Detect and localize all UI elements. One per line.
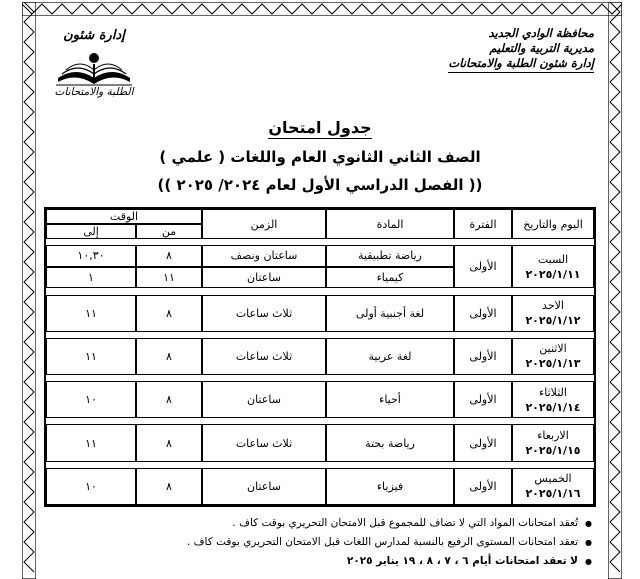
page-title <box>0 118 640 137</box>
note-item: ● لا تعقد امتحانات أيام ٦ ، ٧ ، ٨ ، ١٩ يناير ٢٠٢٥ <box>32 552 592 571</box>
day-date-cell <box>512 245 594 288</box>
day-date-cell <box>512 338 594 375</box>
from-cell: ٨ <box>136 245 202 267</box>
exam-date: ٢٠٢٥/١/١١ <box>525 267 581 281</box>
day-date-cell <box>512 424 594 461</box>
header-from: من <box>136 224 202 239</box>
header-to: إلى <box>46 224 136 239</box>
day-date-cell <box>512 468 594 505</box>
exam-date: ٢٠٢٥/١/١٤ <box>525 400 581 414</box>
zigzag-border-left <box>22 2 36 579</box>
header-time: الوقت <box>46 209 202 224</box>
day-name: الثلاثاء <box>539 385 567 399</box>
table-row <box>46 381 594 418</box>
logo-bottom-text: الطلبة والامتحانات <box>54 86 134 98</box>
day-name: السبت <box>537 252 569 266</box>
exam-date: ٢٠٢٥/١/١٣ <box>525 357 581 371</box>
period-cell: الأولى <box>454 381 512 418</box>
to-cell: ١١ <box>46 424 136 461</box>
table-row <box>46 245 594 267</box>
header-subject: المادة <box>326 209 454 239</box>
from-cell: ٨ <box>136 468 202 505</box>
duration-cell: ساعتان ونصف <box>202 245 326 267</box>
schedule-table-frame <box>44 207 596 507</box>
to-cell: ١١ <box>46 338 136 375</box>
subject-cell: رياضة تطبيقية <box>326 245 454 267</box>
table-row <box>46 338 594 375</box>
subject-cell: فيزياء <box>326 468 454 505</box>
day-name: الاثنين <box>539 342 567 356</box>
issuing-authority <box>414 26 594 73</box>
from-cell: ٨ <box>136 424 202 461</box>
subject-cell: لغة أجنبية أولى <box>326 295 454 332</box>
from-cell: ٨ <box>136 338 202 375</box>
to-cell: ١٠ <box>46 468 136 505</box>
zigzag-border-right <box>608 2 622 579</box>
from-cell: ٨ <box>136 295 202 332</box>
duration-cell: ثلاث ساعات <box>202 295 326 332</box>
subject-cell: أحياء <box>326 381 454 418</box>
duration-cell: ساعتان <box>202 468 326 505</box>
duration-cell: ثلاث ساعات <box>202 338 326 375</box>
period-cell: الأولى <box>454 468 512 505</box>
table-row <box>46 424 594 461</box>
day-date-cell <box>512 295 594 332</box>
header-day-date: اليوم والتاريخ <box>512 209 594 239</box>
period-cell: الأولى <box>454 295 512 332</box>
zigzag-border-top <box>22 2 622 16</box>
to-cell: ١٠,٣٠ <box>46 245 136 267</box>
exam-date: ٢٠٢٥/١/١٦ <box>525 487 581 501</box>
grade-title: الصف الثاني الثانوي العام واللغات ( علمي ) <box>159 148 481 166</box>
governorate-name: محافظة الوادي الجديد <box>488 26 594 40</box>
to-cell: ١٠ <box>46 381 136 418</box>
day-name: الاحد <box>542 299 564 313</box>
day-name: الاربعاء <box>537 429 569 443</box>
exam-date: ٢٠٢٥/١/١٢ <box>525 314 581 328</box>
header-period: الفترة <box>454 209 512 239</box>
period-cell: الأولى <box>454 338 512 375</box>
from-cell: ٨ <box>136 381 202 418</box>
period-cell: الأولى <box>454 245 512 288</box>
subject-cell: رياضة بحتة <box>326 424 454 461</box>
duration-cell: ساعتان <box>202 381 326 418</box>
to-cell: ١١ <box>46 295 136 332</box>
note-item: ● تعقد امتحانات المستوى الرفيع بالنسبة لمدارس اللغات قبل الامتحان التحريري بوقت كاف . <box>32 533 592 552</box>
exam-notes <box>32 514 592 571</box>
note-item: ● تُعقد امتحانات المواد التي لا تضاف للمجموع قبل الامتحان التحريري بوقت كاف . <box>32 514 592 533</box>
table-row <box>46 468 594 505</box>
day-date-cell <box>512 381 594 418</box>
directorate-name: مديرية التربية والتعليم <box>489 41 594 55</box>
exam-date: ٢٠٢٥/١/١٥ <box>525 444 581 458</box>
department-logo <box>44 22 144 102</box>
duration-cell: ساعتان <box>202 267 326 289</box>
day-name: الخميس <box>534 472 572 486</box>
header-duration: الزمن <box>202 209 326 239</box>
subject-cell: لغة عربية <box>326 338 454 375</box>
department-name: إدارة شئون الطلبة والامتحانات <box>448 56 594 73</box>
period-cell: الأولى <box>454 424 512 461</box>
duration-cell: ثلاث ساعات <box>202 424 326 461</box>
table-row <box>46 295 594 332</box>
subject-cell: كيمياء <box>326 267 454 289</box>
logo-top-text: إدارة شئون <box>63 28 125 43</box>
open-book-icon <box>54 48 134 86</box>
term-title: (( الفصل الدراسي الأول لعام ٢٠٢٤/ ٢٠٢٥ )) <box>157 176 483 194</box>
to-cell: ١ <box>46 267 136 289</box>
from-cell: ١١ <box>136 267 202 289</box>
page-title-text: جدول امتحان <box>268 118 372 137</box>
schedule-table <box>46 209 594 505</box>
